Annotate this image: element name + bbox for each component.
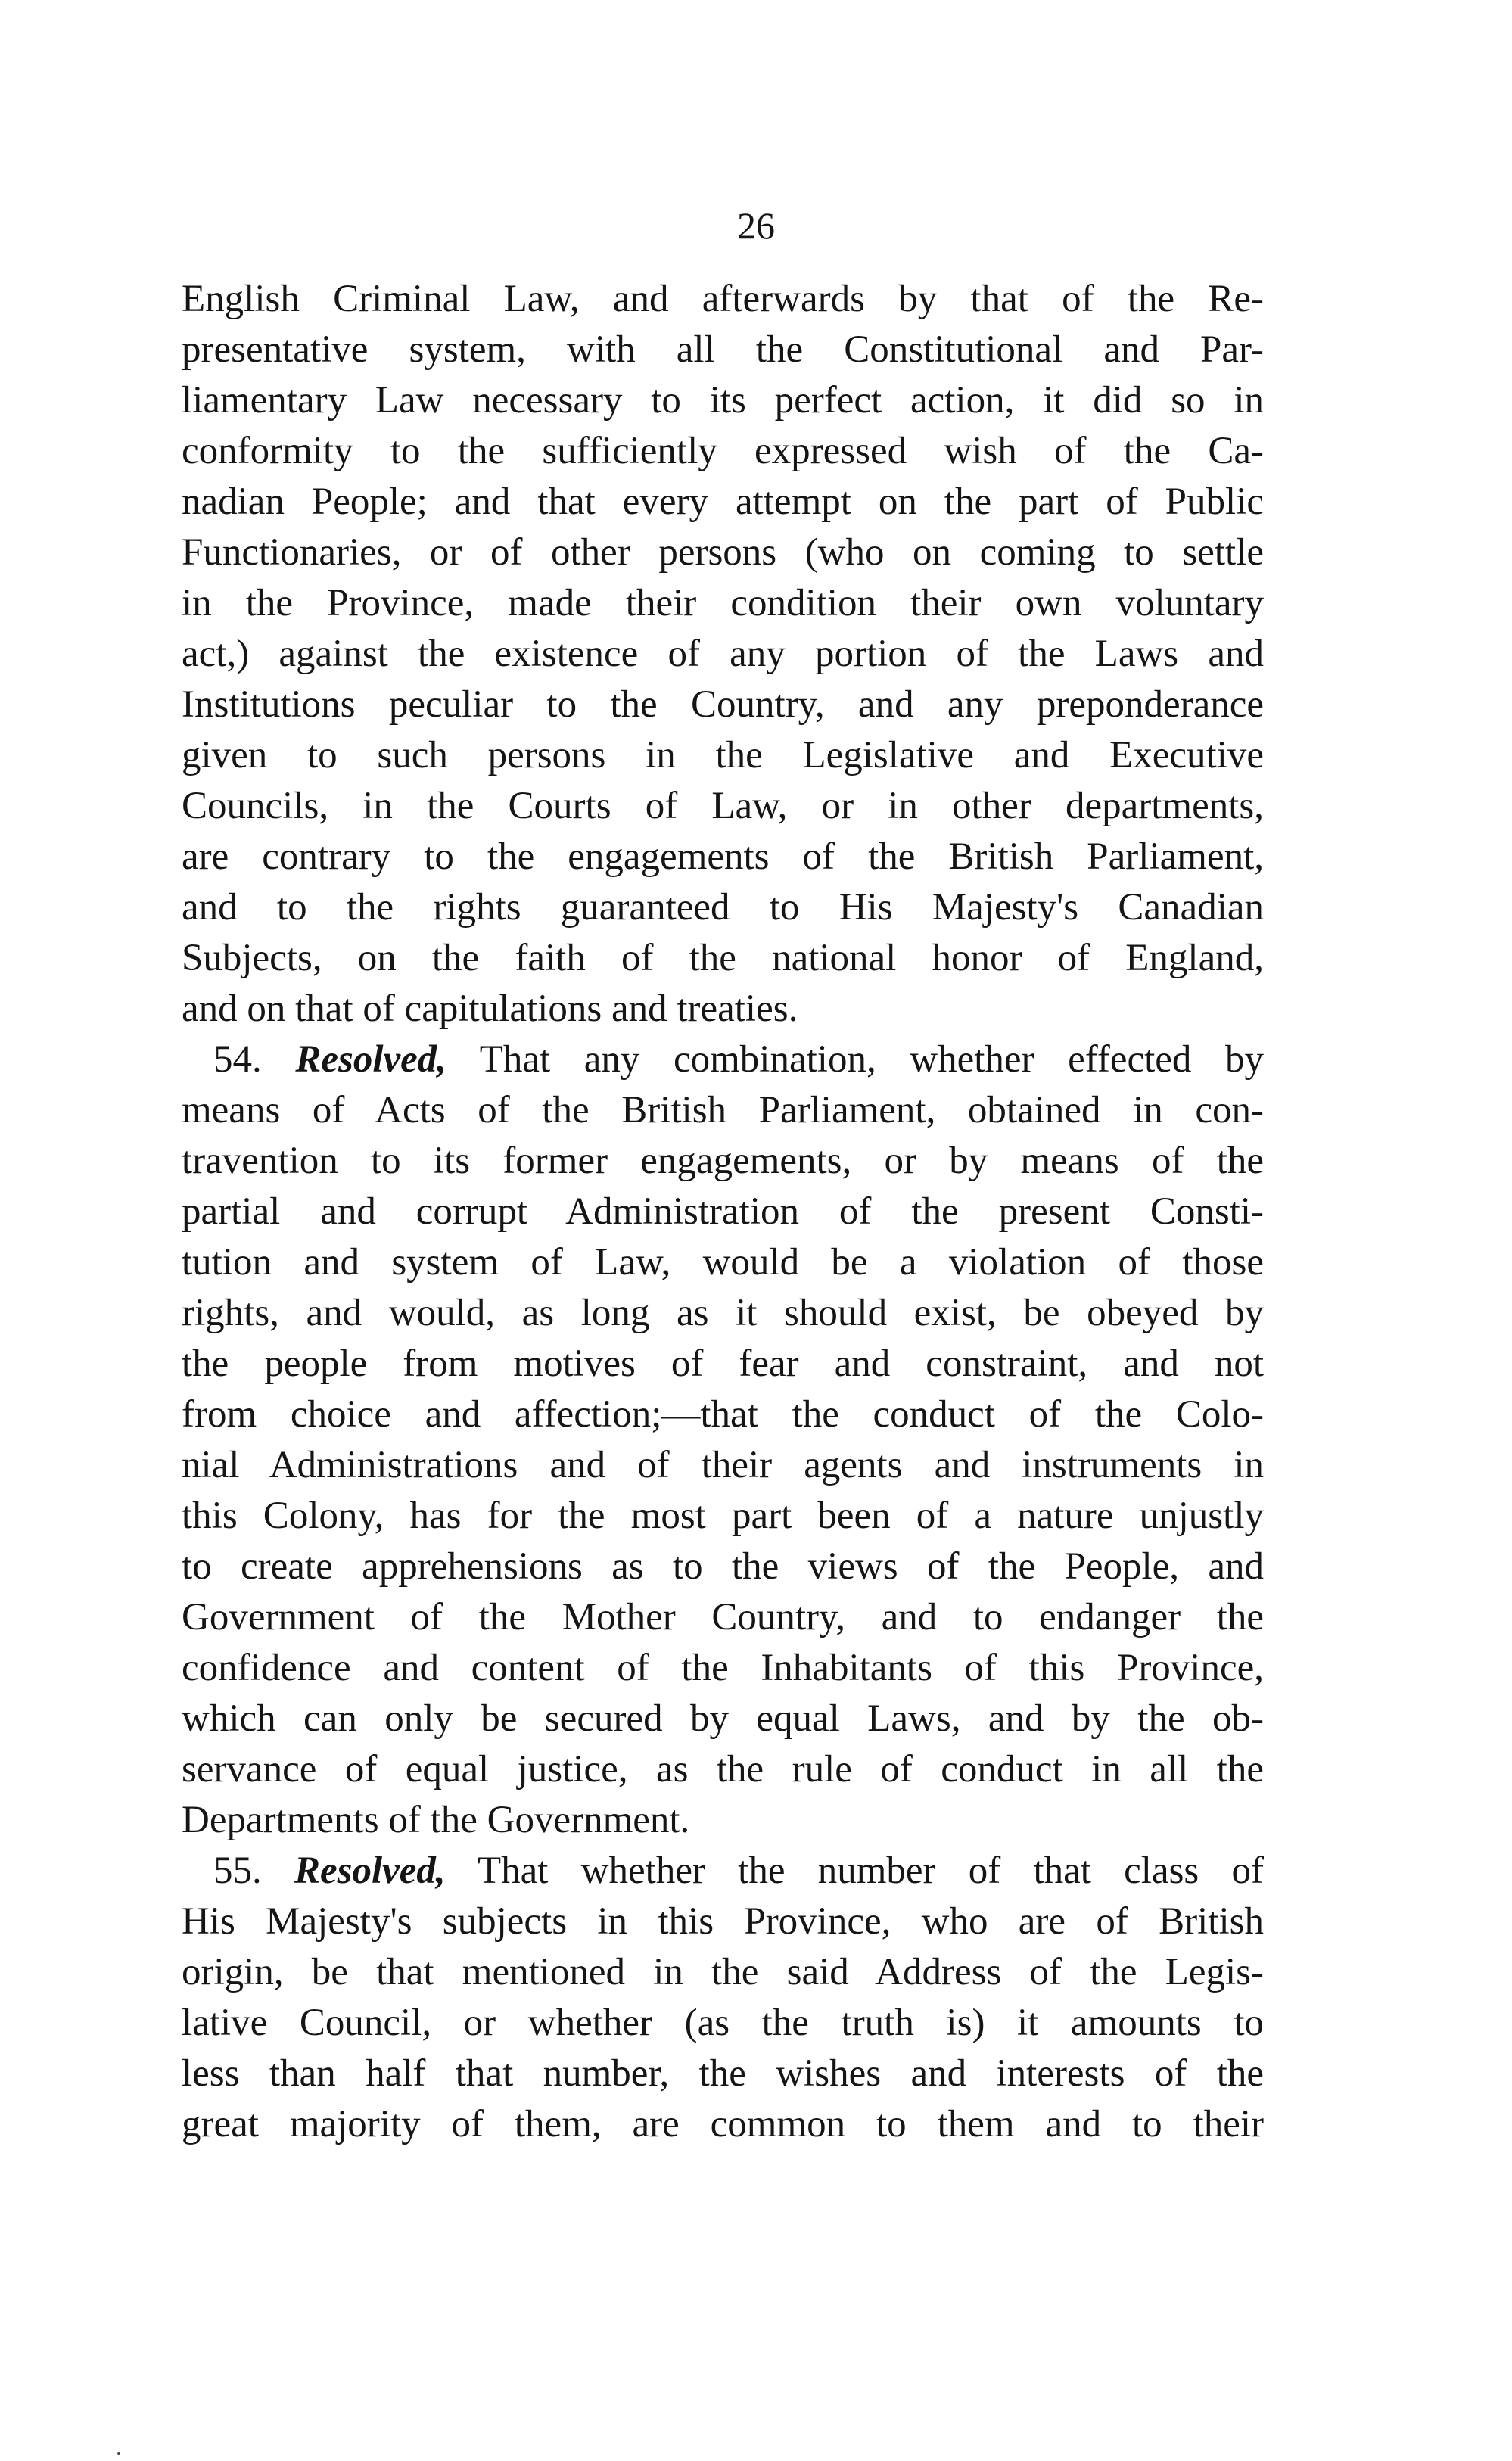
text-line: and on that of capitulations and treaties. [182, 988, 798, 1030]
text-line: liamentary Law necessary to its perfect action, it did so in [182, 379, 1264, 422]
resolved-word: Resolved, [295, 1038, 447, 1081]
text-line: nial Administrations and of their agents and instruments in [182, 1444, 1264, 1486]
resolved-word: Resolved, [294, 1850, 446, 1892]
text-line: act,) against the existence of any portion of the Laws and [182, 633, 1264, 675]
text-line: from choice and affection;—that the conduct of the Colo- [182, 1393, 1264, 1436]
body-text [182, 274, 1264, 2150]
text-line: Departments of the Government. [182, 1799, 690, 1841]
text-line: English Criminal Law, and afterwards by that of the Re- [182, 278, 1264, 320]
text-line: confidence and content of the Inhabitants of this Province, [182, 1647, 1264, 1689]
text-line: presentative system, with all the Constitutional and Par- [182, 328, 1264, 371]
ink-speck [117, 2452, 120, 2455]
text-line: to create apprehensions as to the views of the People, and [182, 1545, 1264, 1588]
text-line: travention to its former engagements, or by means of the [182, 1140, 1264, 1182]
text-line: origin, be that mentioned in the said Address of the Legis- [182, 1951, 1264, 1993]
resolution-number: 54. [213, 1038, 262, 1081]
text-line: Institutions peculiar to the Country, and any preponderance [182, 683, 1264, 726]
text-line: lative Council, or whether (as the truth is) it amounts to [182, 2002, 1264, 2044]
text-line: servance of equal justice, as the rule of conduct in all the [182, 1748, 1264, 1791]
text-line: conformity to the sufficiently expressed wish of the Ca- [182, 430, 1264, 472]
text-line: given to such persons in the Legislative and Executive [182, 734, 1264, 776]
resolution-number: 55. [213, 1850, 262, 1892]
text-line: nadian People; and that every attempt on the part of Public [182, 481, 1264, 523]
text-line: the people from motives of fear and constraint, and not [182, 1343, 1264, 1385]
resolution-55-first-line [182, 1846, 1264, 1896]
text-line: Subjects, on the faith of the national honor of England, [182, 937, 1264, 979]
text-line: this Colony, has for the most part been of a nature unjustly [182, 1495, 1264, 1537]
text-line: His Majesty's subjects in this Province, who are of British [182, 1900, 1264, 1943]
text-line: in the Province, made their condition their own voluntary [182, 582, 1264, 624]
text-line: great majority of them, are common to them and to their [182, 2103, 1264, 2145]
text-line: partial and corrupt Administration of the present Consti- [182, 1190, 1264, 1233]
text-line: means of Acts of the British Parliament, obtained in con- [182, 1089, 1264, 1131]
page-number: 26 [737, 204, 775, 247]
text-line: which can only be secured by equal Laws, and by the ob- [182, 1697, 1264, 1740]
text-line: are contrary to the engagements of the British Parliament, [182, 835, 1264, 878]
text-line: Councils, in the Courts of Law, or in other departments, [182, 785, 1264, 827]
text-line: Government of the Mother Country, and to endanger the [182, 1596, 1264, 1638]
resolution-text: That whether the number of that class of [478, 1850, 1264, 1892]
text-line: less than half that number, the wishes and interests of the [182, 2052, 1264, 2095]
resolution-text: That any combination, whether effected by [479, 1038, 1264, 1081]
text-line: Functionaries, or of other persons (who on coming to settle [182, 531, 1264, 574]
text-line: tution and system of Law, would be a violation of those [182, 1241, 1264, 1283]
text-line: and to the rights guaranteed to His Majesty's Canadian [182, 886, 1264, 929]
text-line: rights, and would, as long as it should exist, be obeyed by [182, 1292, 1264, 1334]
resolution-54-first-line [182, 1034, 1264, 1085]
